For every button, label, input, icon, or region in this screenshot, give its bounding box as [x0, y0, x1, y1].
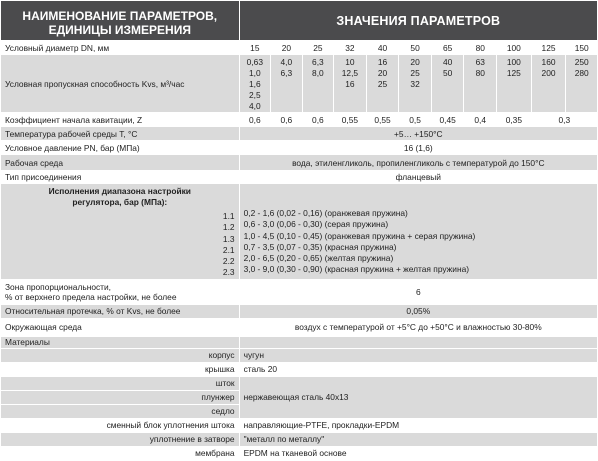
material-cover-value: сталь 20	[239, 362, 597, 376]
material-seal-row	[1, 418, 598, 432]
kvs-value: 250	[574, 57, 589, 67]
material-seat-label: седло	[1, 404, 240, 418]
dn-value: 150	[566, 41, 598, 55]
adjustment-code: 2.1	[222, 244, 235, 255]
material-stem-group-value: нержавеющая сталь 40х13	[239, 376, 597, 418]
materials-label: Материалы	[1, 336, 240, 348]
kvs-value: 40	[442, 57, 453, 67]
material-gate-label: уплотнение в затворе	[1, 432, 240, 446]
adjustment-labels	[5, 186, 235, 279]
adjustment-value: 0,6 - 3,0 (0,06 - 0,30) (серая пружина)	[243, 219, 389, 230]
leakage-value: 0,05%	[239, 304, 597, 318]
material-seal-label: сменный блок уплотнения штока	[1, 418, 240, 432]
environment-value: воздух с температурой от +5°С до +50°С и влажностью 30-80%	[239, 318, 597, 336]
material-stem-row	[1, 376, 598, 390]
cavitation-value: 0,55	[366, 113, 399, 127]
kvs-value: 80	[475, 68, 485, 78]
material-cover-row	[1, 362, 598, 376]
temperature-value: +5… +150°С	[239, 127, 597, 141]
proportional-label-line2: % от верхнего предела настройки, не более	[5, 291, 177, 302]
dn-value: 65	[431, 41, 464, 55]
kvs-value-stack	[403, 57, 427, 90]
kvs-row	[1, 55, 598, 113]
cavitation-value: 0,5	[399, 113, 432, 127]
kvs-value: 6,3	[280, 68, 293, 78]
medium-value: вода, этиленгликоль, пропиленгликоль с температурой до 150°С	[239, 155, 597, 171]
adjustment-row	[1, 184, 598, 280]
cavitation-value: 0,3	[531, 113, 597, 127]
cavitation-value: 0,6	[239, 113, 271, 127]
material-gate-value: "металл по металлу"	[239, 432, 597, 446]
adjustment-values	[244, 208, 593, 276]
adjustment-value: 3,0 - 9,0 (0,30 - 0,90) (красная пружина + желтая пружина)	[243, 264, 470, 275]
leakage-row	[1, 304, 598, 318]
kvs-value-stack	[307, 57, 330, 79]
material-membrane-value: EPDM на тканевой основе	[239, 446, 597, 460]
material-gate-row	[1, 432, 598, 446]
materials-heading-row	[1, 336, 598, 348]
cavitation-value: 0,6	[302, 113, 334, 127]
header-right: ЗНАЧЕНИЯ ПАРАМЕТРОВ	[239, 1, 597, 41]
dn-value: 25	[302, 41, 334, 55]
header-left-line2: ЕДИНИЦЫ ИЗМЕРЕНИЯ	[48, 22, 191, 37]
proportional-value: 6	[239, 279, 597, 304]
kvs-value-stack	[468, 57, 492, 79]
kvs-value: 160	[541, 57, 556, 67]
dn-value: 20	[271, 41, 303, 55]
kvs-value-stack	[275, 57, 298, 79]
kvs-value-stack	[501, 57, 527, 79]
pressure-value: 16 (1,6)	[239, 141, 597, 155]
cavitation-value: 0,45	[431, 113, 464, 127]
kvs-value: 16	[345, 79, 355, 89]
kvs-value: 20	[377, 68, 388, 78]
kvs-value: 8,0	[312, 68, 324, 78]
cavitation-row	[1, 113, 598, 127]
kvs-value: 6,3	[312, 57, 324, 67]
connection-label: Тип присоединения	[1, 171, 240, 184]
adjustment-code: 1.3	[222, 233, 235, 244]
dn-row	[1, 41, 598, 55]
kvs-value: 25	[410, 68, 420, 78]
material-seal-value: направляющие-PTFE, прокладки-EPDM	[239, 418, 597, 432]
header-row	[1, 1, 598, 41]
material-membrane-label: мембрана	[1, 446, 240, 460]
kvs-value: 280	[574, 68, 589, 78]
cavitation-value: 0,6	[271, 113, 303, 127]
kvs-value: 20	[410, 57, 420, 67]
adjustment-code: 1.2	[222, 222, 235, 233]
kvs-value: 100	[506, 57, 521, 67]
pressure-label: Условное давление PN, бар (МПа)	[1, 141, 240, 155]
kvs-value: 50	[442, 68, 453, 78]
kvs-value: 1,0	[249, 68, 261, 78]
kvs-value-stack	[371, 57, 395, 90]
header-left-line1: НАИМЕНОВАНИЕ ПАРАМЕТРОВ,	[22, 8, 218, 23]
adjustment-value: 2,0 - 6,5 (0,20 - 0,65) (желтая пружина)	[243, 253, 394, 264]
dn-value: 80	[464, 41, 497, 55]
kvs-value-stack	[536, 57, 562, 79]
dn-value: 32	[334, 41, 367, 55]
leakage-label: Относительная протечка, % от Kvs, не более	[1, 304, 240, 318]
dn-value: 50	[399, 41, 432, 55]
material-plunger-label: плунжер	[1, 390, 240, 404]
proportional-row	[1, 279, 598, 304]
kvs-value: 1,6	[249, 79, 261, 89]
adjustment-value: 1,0 - 4,5 (0,10 - 0,45) (оранжевая пружина + серая пружина)	[243, 230, 476, 241]
material-body-label: корпус	[1, 348, 240, 362]
adjustment-title-line2: регулятора, бар (МПа):	[72, 197, 168, 207]
adjustment-code: 2.3	[222, 267, 235, 278]
connection-row	[1, 171, 598, 184]
cavitation-value: 0,55	[334, 113, 367, 127]
adjustment-value: 0,7 - 3,5 (0,07 - 0,35) (красная пружина)	[243, 241, 397, 252]
material-cover-label: крышка	[1, 362, 240, 376]
dn-value: 40	[366, 41, 399, 55]
cavitation-label: Коэффициент начала кавитации, Z	[1, 113, 240, 127]
kvs-value-stack	[244, 57, 267, 112]
temperature-label: Температура рабочей среды Т, °С	[1, 127, 240, 141]
adjustment-code: 1.1	[222, 211, 235, 221]
material-body-value: чугун	[239, 348, 597, 362]
material-body-row	[1, 348, 598, 362]
adjustment-value: 0,2 - 1,6 (0,02 - 0,16) (оранжевая пружина)	[243, 208, 408, 218]
dn-label: Условный диаметр DN, мм	[1, 41, 240, 55]
kvs-value: 200	[541, 68, 556, 78]
kvs-value-stack	[436, 57, 460, 79]
environment-label: Окружающая среда	[1, 318, 240, 336]
dn-value: 125	[531, 41, 566, 55]
kvs-value: 4,0	[280, 57, 293, 67]
kvs-value-stack	[570, 57, 593, 79]
kvs-label: Условная пропускная способность Kvs, м³/час	[1, 55, 240, 113]
cavitation-value: 0,4	[464, 113, 497, 127]
kvs-value: 125	[506, 68, 521, 78]
kvs-value: 63	[475, 57, 485, 67]
header-left	[1, 1, 240, 41]
kvs-value: 32	[410, 79, 420, 89]
kvs-value: 10	[345, 57, 355, 67]
material-stem-label: шток	[1, 376, 240, 390]
kvs-value: 0,63	[246, 57, 263, 67]
dn-value: 100	[497, 41, 532, 55]
kvs-value: 25	[377, 79, 388, 89]
proportional-label-line1: Зона пропорциональности,	[5, 281, 112, 292]
material-membrane-row	[1, 446, 598, 460]
dn-value: 15	[239, 41, 271, 55]
connection-value: фланцевый	[239, 171, 597, 184]
environment-row	[1, 318, 598, 336]
proportional-label	[1, 279, 240, 304]
medium-row	[1, 155, 598, 171]
medium-label: Рабочая среда	[1, 155, 240, 171]
kvs-value-stack	[338, 57, 362, 90]
temperature-row	[1, 127, 598, 141]
kvs-value: 16	[377, 57, 388, 67]
pressure-row	[1, 141, 598, 155]
adjustment-title-line1: Исполнения диапазона настройки	[48, 186, 191, 196]
cavitation-value: 0,35	[497, 113, 532, 127]
kvs-value: 4,0	[249, 101, 261, 111]
kvs-value: 2,5	[249, 90, 261, 100]
kvs-value: 12,5	[341, 68, 359, 78]
adjustment-code: 2.2	[222, 256, 235, 267]
